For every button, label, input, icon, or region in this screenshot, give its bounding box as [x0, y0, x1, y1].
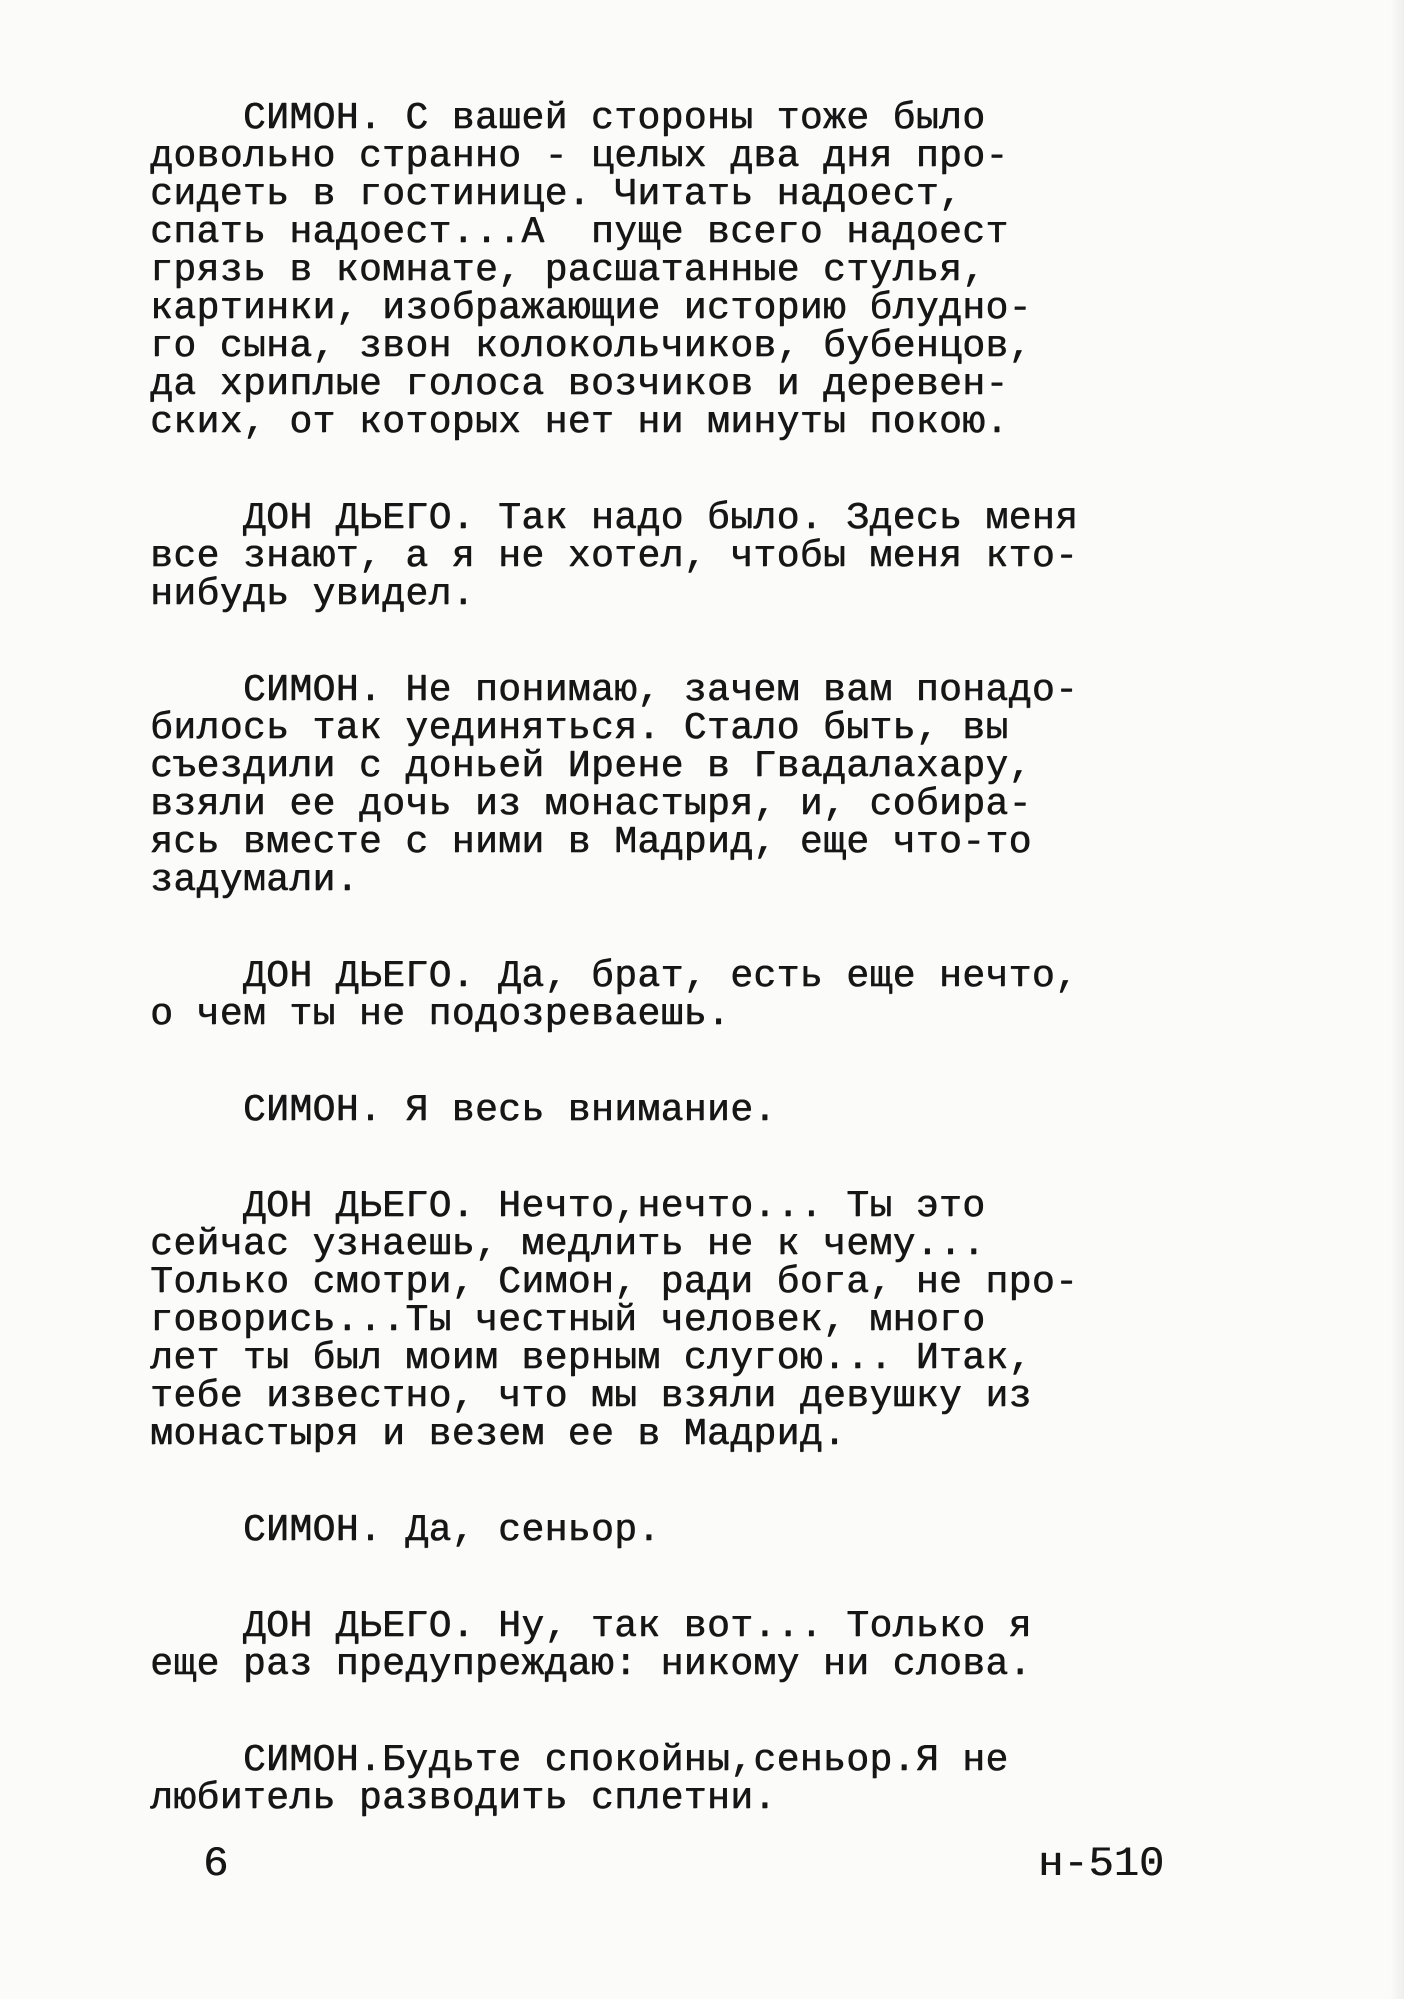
text-line: картинки, изображающие историю блудно- [150, 287, 1032, 330]
text-line: го сына, звон колокольчиков, бубенцов, [150, 325, 1032, 368]
text-line: говорись...Ты честный человек, много [150, 1299, 986, 1342]
text-line: ДОН ДЬЕГО. Ну, так вот... Только я [150, 1605, 1032, 1648]
text-line: монастыря и везем ее в Мадрид. [150, 1413, 847, 1456]
page-number: 6 [203, 1840, 229, 1888]
text-line: лет ты был моим верным слугою... Итак, [150, 1337, 1032, 1380]
text-line: взяли ее дочь из монастыря, и, собира- [150, 783, 1032, 826]
text-line: спать надоест...А пуще всего надоест [150, 211, 1009, 254]
dialogue-paragraph [150, 1089, 1300, 1132]
text-line: нибудь увидел. [150, 573, 475, 616]
text-line: ясь вместе с ними в Мадрид, еще что-то [150, 821, 1032, 864]
text-line: грязь в комнате, расшатанные стулья, [150, 249, 986, 292]
text-line: да хриплые голоса возчиков и деревен- [150, 363, 1009, 406]
dialogue-paragraph [150, 669, 1300, 902]
text-line: съездили с доньей Ирене в Гвадалахару, [150, 745, 1032, 788]
text-line: билось так уединяться. Стало быть, вы [150, 707, 1009, 750]
text-line: о чем ты не подозреваешь. [150, 993, 731, 1036]
text-line: задумали. [150, 859, 359, 902]
dialogue-paragraph [150, 97, 1300, 444]
text-line: ДОН ДЬЕГО. Нечто,нечто... Ты это [150, 1185, 986, 1228]
text-line: СИМОН. Да, сеньор. [150, 1509, 661, 1552]
text-line: СИМОН. С вашей стороны тоже было [150, 97, 986, 140]
text-line: СИМОН. Не понимаю, зачем вам понадо- [150, 669, 1079, 712]
dialogue-paragraph [150, 497, 1300, 616]
dialogue-text-block [150, 97, 1300, 1876]
dialogue-paragraph [150, 955, 1300, 1036]
text-line: сидеть в гостинице. Читать надоест, [150, 173, 963, 216]
text-line: все знают, а я не хотел, чтобы меня кто- [150, 535, 1079, 578]
text-line: сейчас узнаешь, медлить не к чему... [150, 1223, 986, 1266]
text-line: СИМОН.Будьте спокойны,сеньор.Я не [150, 1739, 1009, 1782]
text-line: ДОН ДЬЕГО. Так надо было. Здесь меня [150, 497, 1079, 540]
text-line: Только смотри, Симон, ради бога, не про- [150, 1261, 1079, 1304]
text-line: ДОН ДЬЕГО. Да, брат, есть еще нечто, [150, 955, 1079, 998]
scan-edge-shadow [1390, 0, 1404, 1999]
text-line: довольно странно - целых два дня про- [150, 135, 1009, 178]
dialogue-paragraph [150, 1739, 1300, 1820]
text-line: СИМОН. Я весь внимание. [150, 1089, 777, 1132]
text-line: тебе известно, что мы взяли девушку из [150, 1375, 1032, 1418]
dialogue-paragraph [150, 1605, 1300, 1686]
text-line: ских, от которых нет ни минуты покою. [150, 401, 1009, 444]
dialogue-paragraph [150, 1509, 1300, 1552]
dialogue-paragraph [150, 1185, 1300, 1456]
document-code: н-510 [1038, 1840, 1165, 1888]
text-line: еще раз предупреждаю: никому ни слова. [150, 1643, 1032, 1686]
text-line: любитель разводить сплетни. [150, 1777, 777, 1820]
